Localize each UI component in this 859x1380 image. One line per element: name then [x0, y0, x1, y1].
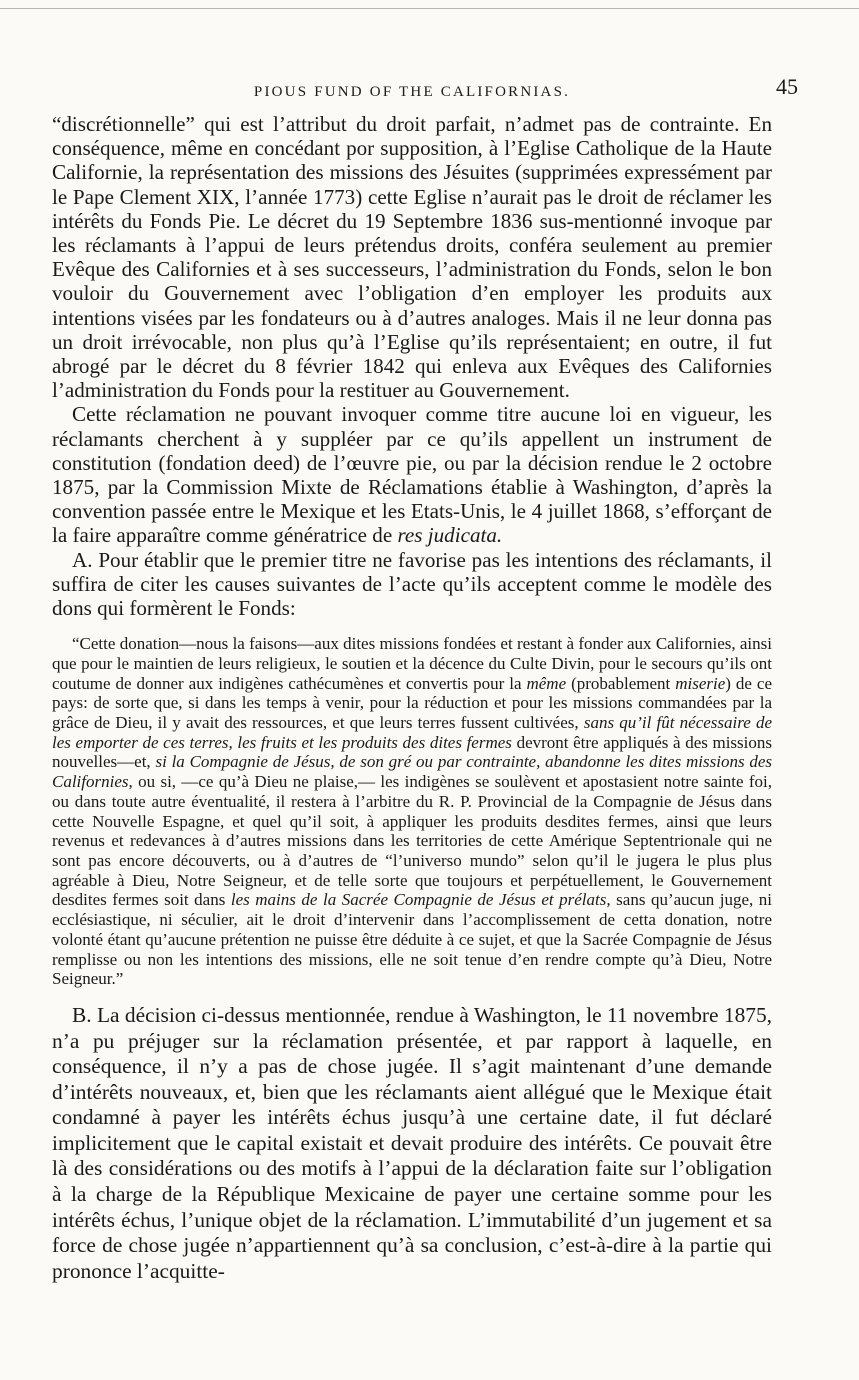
paragraph-1: “discrétionnelle” qui est l’attribut du droit parfait, n’admet pas de contrainte. En conséquence, même en concédant por supposition, à l’Eglise Catholique de la Haute Californie, la représentation des missions des Jésuites (supprimées expressément par le Pape Clement XIX, l’année 1773) cette Eglise n’aurait pas le droit de réclamer les intérêts du Fonds Pie. Le décret du 19 Septembre 1836 sus-mentionné invoque par les réclamants à l’appui de leurs prétendus droits, conféra seulement au premier Evêque des Californies et à ses successeurs, l’administration du Fonds, selon le bon vouloir du Gouvernement avec l’obligation d’en employer les produits aux intentions visées par les fondateurs ou à d’autres analoges. Mais il ne leur donna pas un droit irrévocable, non plus qu’à l’Eglise qu’ils représentaient; en outre, il fut abrogé par le décret du 8 février 1842 qui enleva aux Evêques des Californies l’administration du Fonds pour la restituer au Gouvernement. [52, 112, 772, 403]
res-judicata: res judicata. [397, 523, 503, 548]
quote-italic-4: si la Compagnie de Jésus, de son gré ou par contrainte, abandonne les dites missions des Californies, [52, 752, 772, 792]
section-b [52, 1003, 772, 1285]
quote-italic-5: les mains de la Sacrée Compagnie de Jésus et prélats, [230, 890, 611, 910]
quote-italic-2: miserie [675, 673, 726, 693]
quote-part-5: ) de ce pays: de sorte que, si dans les temps à venir, pour la réduction et pour les missions commandées par la grâce de Dieu, il y avait des ressources, et que leurs terres fussent cultivées, [52, 673, 772, 733]
top-rule [0, 8, 859, 9]
section-b-paragraph: B. La décision ci-dessus mentionnée, rendue à Washington, le 11 novembre 1875, n’a pu préjuger sur la réclamation présentée, et par rapport à laquelle, en conséquence, il n’y a pas de chose jugée. Il s’agit maintenant d’une demande d’intérêts nouveaux, et, bien que les réclamants aient allégué que le Mexique était condamné à payer les intérêts échus jusqu’à une certaine date, il fut déclaré implicitement que le capital existait et devait produire des intérêts. Ce pouvait être là des considérations ou des motifs à l’appui de la déclaration faite sur l’obligation à la charge de la République Mexicaine de payer une certaine somme pour les intérêts échus, l’unique objet de la réclamation. L’immutabilité d’un jugement et sa force de chose jugée n’appartiennent qu’à sa conclusion, c’est-à-dire à la partie qui prononce l’acquitte- [52, 1002, 772, 1283]
quote-part-1: “Cette donation—nous la faisons—aux dites missions fondées et restant à fonder aux Californies, ainsi que pour le maintien de leurs religieux, le soutien et la décence du Culte Divin, pour le secours qu’ils ont coutume de donner aux indigènes cathécumènes et convertis pour la [52, 634, 772, 693]
page-header [52, 74, 798, 112]
quote-part-11: sans qu’aucun juge, ni ecclésiastique, ni séculier, ait le droit d’intervenir dans l’accomplissement de cetta donation, notre volonté étant qu’aucune prétention ne puisse être déduite à ce sujet, et que la Sacrée Compagnie de Jésus remplisse ou non les intentions des missions, elle ne soit tenue d’en rendre compte qu’à Dieu, Notre Seigneur.” [52, 890, 773, 989]
block-quote [52, 634, 772, 989]
page-number: 45 [776, 74, 798, 99]
quote-paragraph [52, 634, 772, 989]
quote-part-3: (probablement [571, 673, 671, 693]
quote-part-7: devront être appliqués à des missions nouvelles—et, [52, 732, 773, 772]
paragraph-2-text: Cette réclamation ne pouvant invoquer comme titre aucune loi en vigueur, les réclamants cherchent à y suppléer par ce qu’ils appellent un instrument de constitution (fondation deed) de l’œuvre pie, ou par la décision rendue le 2 octobre 1875, par la Commission Mixte de Réclamations établie à Washington, d’après la convention passée entre le Mexique et les Etats-Unis, le 4 juillet 1868, s’efforçant de la faire apparaître comme génératrice de [52, 402, 772, 548]
body-text [52, 112, 772, 620]
running-head: PIOUS FUND OF THE CALIFORNIAS. [253, 84, 571, 100]
paragraph-2 [52, 402, 772, 547]
paragraph-3: A. Pour établir que le premier titre ne favorise pas les intentions des réclamants, il suffira de citer les causes suivantes de l’acte qu’ils acceptent comme le modèle des dons qui formèrent le Fonds: [52, 547, 772, 621]
quote-part-9: ou si, —ce qu’à Dieu ne plaise,— les indigènes se soulèvent et apostasient notre sainte foi, ou dans toute autre éventualité, il restera à l’arbitre du R. P. Provincial de la Compagnie de Jésus dans cette Nouvelle Espagne, et quel qu’il soit, à appliquer les produits desdites fermes, ainsi que leurs revenus et redevances à d’autres missions dans les territories de cette Amérique Septentrionale qui ne sont pas encore découverts, ou à d’autres de “l’universo mundo” selon qu’il le jugera le plus plus agréable à Dieu, Notre Seigneur, et de telle sorte que toujours et perpétuellement, le Gouvernement desdites fermes soit dans [52, 772, 772, 910]
page [52, 74, 798, 1284]
quote-italic-3: sans qu’il fût nécessaire de les emporter de ces terres, les fruits et les produits des dites fermes [52, 713, 773, 752]
quote-italic-1: même [526, 673, 567, 693]
